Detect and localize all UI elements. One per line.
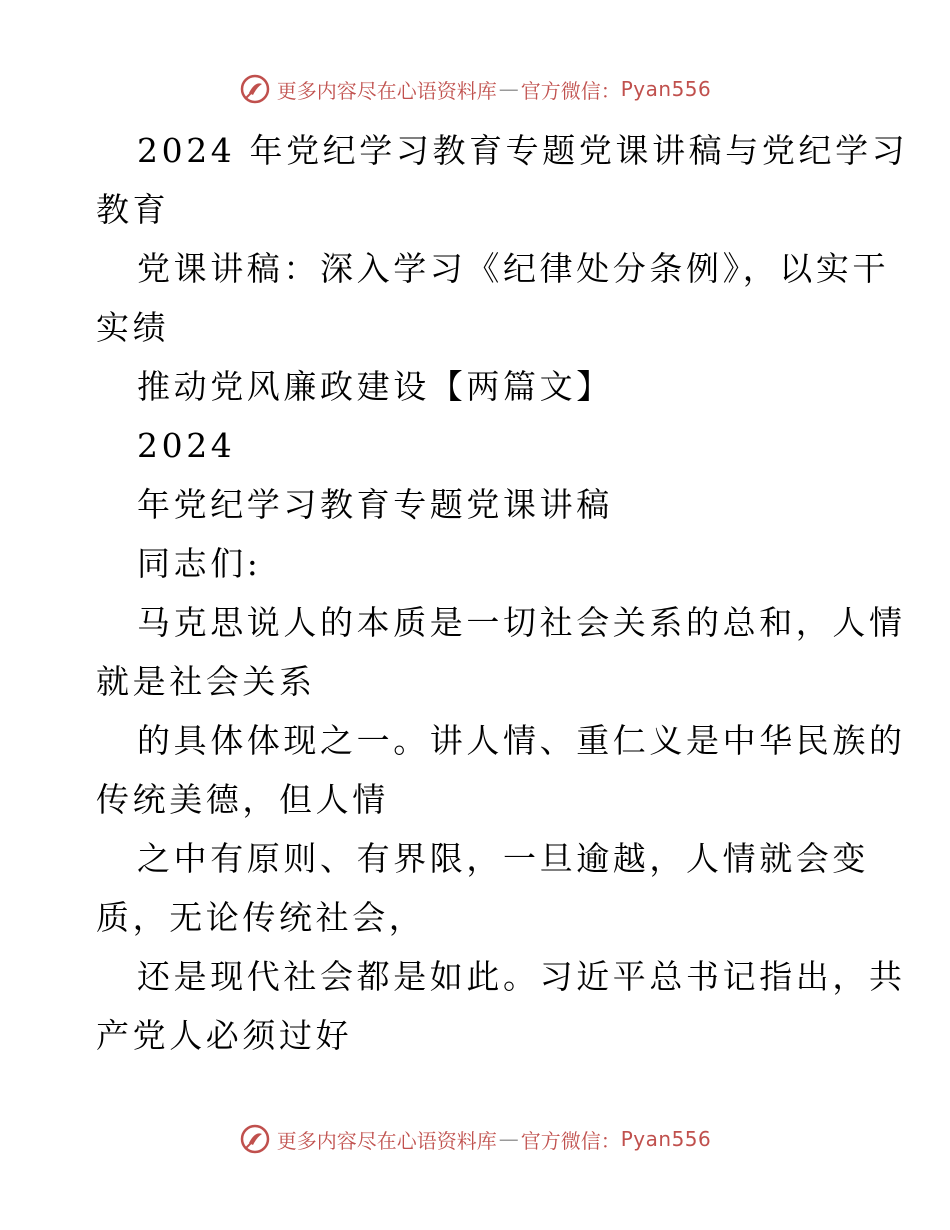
watermark-separator: —	[498, 1127, 519, 1151]
text-line: 推动党风廉政建设【两篇文】	[137, 367, 613, 406]
text-line: 同志们:	[137, 544, 262, 583]
text-line: 2024	[137, 426, 236, 465]
watermark-separator: —	[498, 77, 519, 101]
watermark-id: Pyan556	[620, 1127, 712, 1151]
document-body	[96, 121, 909, 1065]
text-line: 实绩	[96, 308, 170, 347]
text-line: 2024 年党纪学习教育专题党课讲稿与党纪学习	[137, 131, 909, 170]
text-line: 产党人必须过好	[96, 1016, 353, 1055]
watermark-text: 更多内容尽在心语资料库	[276, 78, 497, 103]
text-line: 的具体体现之一。讲人情、重仁义是中华民族的	[137, 721, 906, 760]
watermark-id: Pyan556	[620, 77, 712, 101]
watermark-label: 官方微信：	[520, 1128, 621, 1153]
watermark-logo-icon	[239, 73, 271, 105]
text-line: 马克思说人的本质是一切社会关系的总和，人情	[137, 603, 906, 642]
text-line: 教育	[96, 190, 170, 229]
text-line: 传统美德，但人情	[96, 780, 389, 819]
text-line: 质，无论传统社会，	[96, 898, 426, 937]
watermark-footer	[0, 1119, 950, 1159]
watermark-header	[0, 69, 950, 109]
text-line: 就是社会关系	[96, 662, 316, 701]
watermark-label: 官方微信：	[520, 78, 621, 103]
watermark-logo-icon	[239, 1123, 271, 1155]
text-line: 党课讲稿：深入学习《纪律处分条例》，以实干	[137, 249, 890, 288]
text-line: 还是现代社会都是如此。习近平总书记指出，共	[137, 957, 906, 996]
watermark-text: 更多内容尽在心语资料库	[276, 1128, 497, 1153]
text-line: 之中有原则、有界限，一旦逾越，人情就会变	[137, 839, 869, 878]
text-line: 年党纪学习教育专题党课讲稿	[137, 485, 613, 524]
